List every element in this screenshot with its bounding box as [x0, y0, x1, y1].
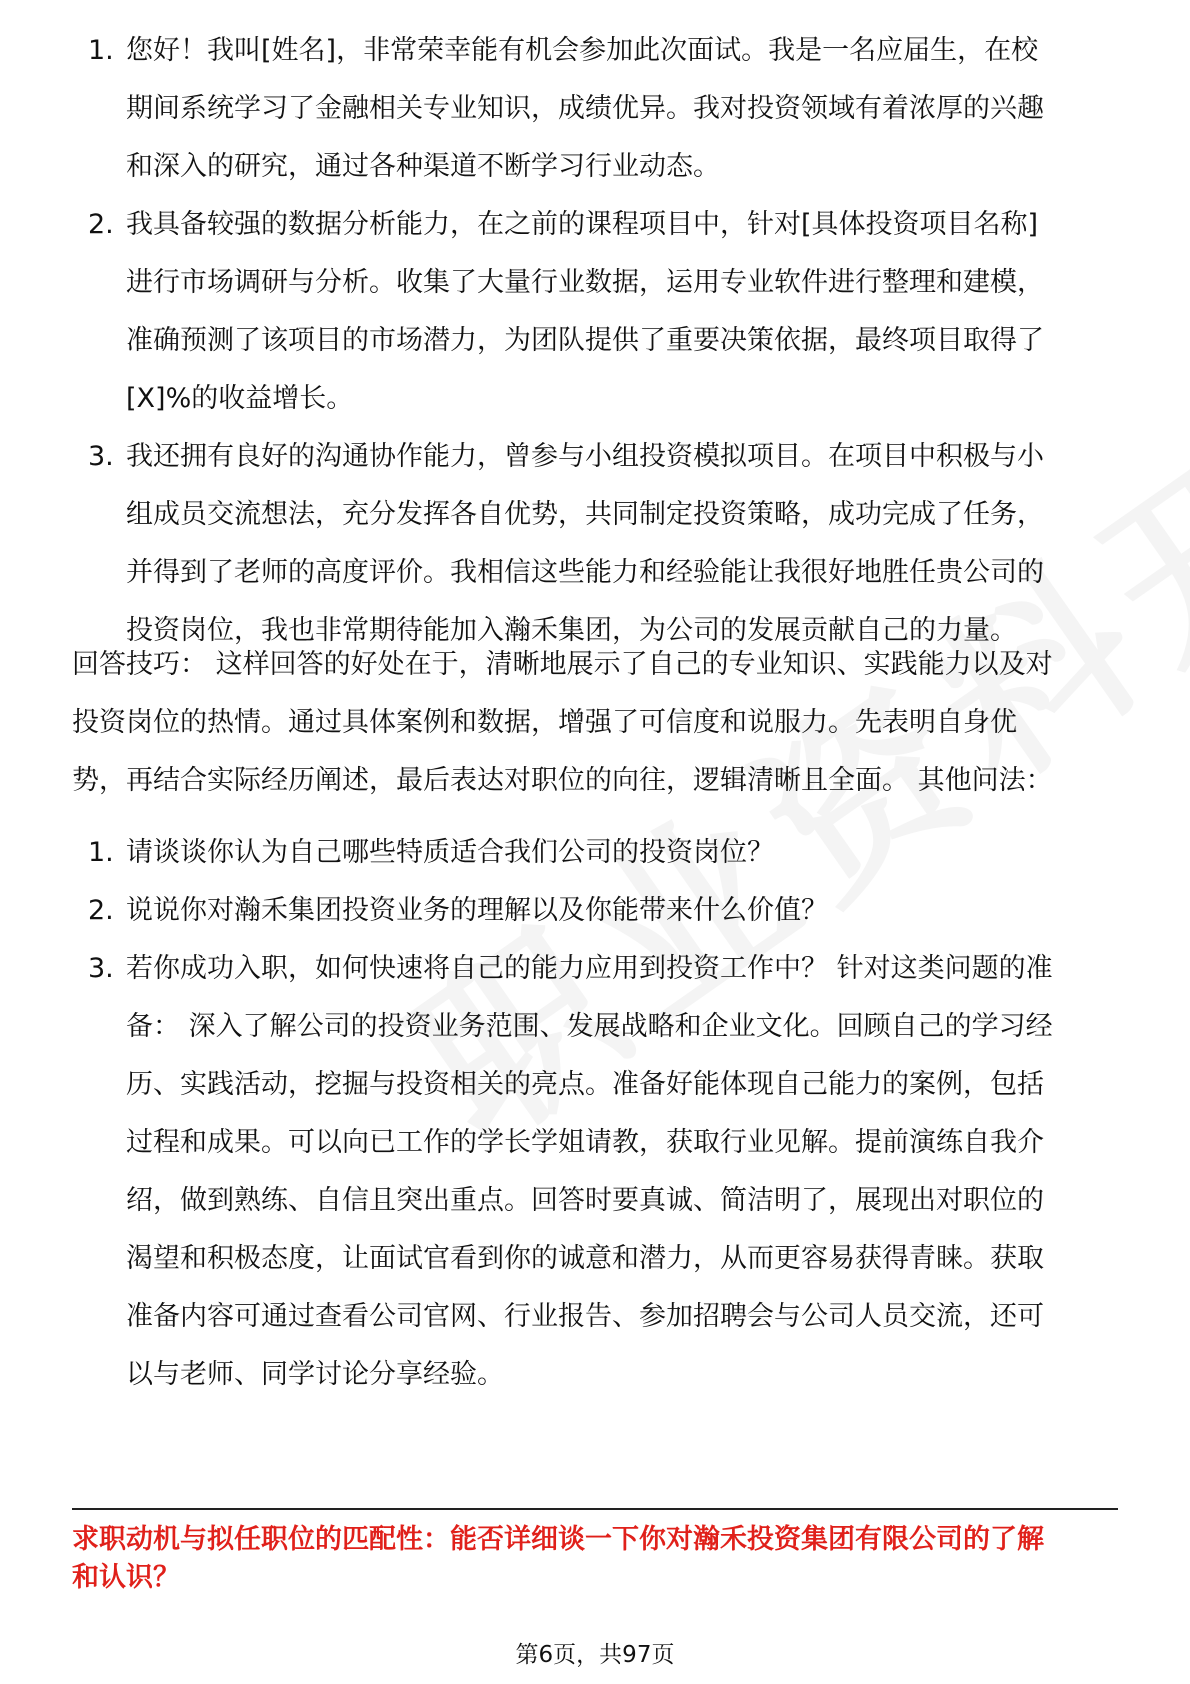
heading-line: 求职动机与拟任职位的匹配性：能否详细谈一下你对瀚禾投资集团有限公司的了解	[72, 1524, 1044, 1555]
answer-tips-paragraph	[72, 636, 1132, 810]
list-line: 请谈谈你认为自己哪些特质适合我们公司的投资岗位？	[126, 837, 774, 868]
other-question-item-3	[72, 940, 1132, 1404]
other-question-item-2	[72, 882, 1132, 940]
list-number: 3.	[88, 441, 114, 472]
answer-list-item-2	[72, 196, 1132, 428]
list-line: 投资岗位，我也非常期待能加入瀚禾集团，为公司的发展贡献自己的力量。	[126, 615, 1017, 646]
list-number: 2.	[88, 895, 114, 926]
other-question-item-1	[72, 824, 1132, 882]
section-divider	[72, 1508, 1118, 1510]
list-line: 准备内容可通过查看公司官网、行业报告、参加招聘会与公司人员交流，还可	[126, 1301, 1044, 1332]
list-line: 准确预测了该项目的市场潜力，为团队提供了重要决策依据，最终项目取得了	[126, 325, 1044, 356]
list-line: 过程和成果。可以向已工作的学长学姐请教，获取行业见解。提前演练自我介	[126, 1127, 1044, 1158]
list-number: 3.	[88, 953, 114, 984]
list-line: 和深入的研究，通过各种渠道不断学习行业动态。	[126, 151, 720, 182]
list-line: 备： 深入了解公司的投资业务范围、发展战略和企业文化。回顾自己的学习经	[126, 1011, 1053, 1042]
paragraph-line: 投资岗位的热情。通过具体案例和数据，增强了可信度和说服力。先表明自身优	[72, 707, 1017, 738]
list-line: 绍，做到熟练、自信且突出重点。回答时要真诚、简洁明了，展现出对职位的	[126, 1185, 1044, 1216]
answer-list-item-3	[72, 428, 1132, 660]
list-number: 1.	[88, 35, 114, 66]
list-line: 若你成功入职，如何快速将自己的能力应用到投资工作中？ 针对这类问题的准	[126, 953, 1053, 984]
answer-list	[72, 22, 1132, 660]
list-line: 我具备较强的数据分析能力，在之前的课程项目中，针对[具体投资项目名称]	[126, 209, 1039, 240]
paragraph-line: 回答技巧： 这样回答的好处在于，清晰地展示了自己的专业知识、实践能力以及对	[72, 649, 1053, 680]
list-line: [X]%的收益增长。	[126, 383, 354, 414]
list-line: 以与老师、同学讨论分享经验。	[126, 1359, 504, 1390]
list-line: 我还拥有良好的沟通协作能力，曾参与小组投资模拟项目。在项目中积极与小	[126, 441, 1044, 472]
list-line: 进行市场调研与分析。收集了大量行业数据，运用专业软件进行整理和建模，	[126, 267, 1044, 298]
paragraph-line: 势，再结合实际经历阐述，最后表达对职位的向往，逻辑清晰且全面。 其他问法：	[72, 765, 1053, 796]
list-line: 渴望和积极态度，让面试官看到你的诚意和潜力，从而更容易获得青睐。获取	[126, 1243, 1044, 1274]
list-line: 您好！我叫[姓名]，非常荣幸能有机会参加此次面试。我是一名应届生，在校	[126, 35, 1039, 66]
list-line: 历、实践活动，挖掘与投资相关的亮点。准备好能体现自己能力的案例，包括	[126, 1069, 1044, 1100]
other-questions-list	[72, 824, 1132, 1404]
list-line: 期间系统学习了金融相关专业知识，成绩优异。我对投资领域有着浓厚的兴趣	[126, 93, 1044, 124]
page-number: 第6页，共97页	[515, 1642, 675, 1668]
next-question-heading	[72, 1521, 1132, 1597]
list-line: 说说你对瀚禾集团投资业务的理解以及你能带来什么价值？	[126, 895, 828, 926]
list-line: 组成员交流想法，充分发挥各自优势，共同制定投资策略，成功完成了任务，	[126, 499, 1044, 530]
list-line: 并得到了老师的高度评价。我相信这些能力和经验能让我很好地胜任贵公司的	[126, 557, 1044, 588]
answer-list-item-1	[72, 22, 1132, 196]
list-number: 2.	[88, 209, 114, 240]
list-number: 1.	[88, 837, 114, 868]
heading-line: 和认识？	[72, 1562, 180, 1593]
